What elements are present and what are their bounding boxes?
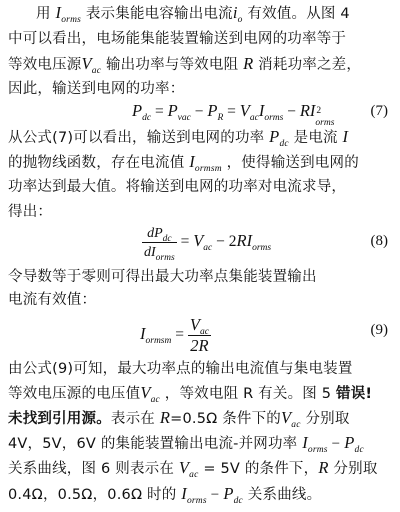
math-operator: = [171,326,188,344]
text: 分别取 [300,411,350,427]
text: 用 [36,6,56,22]
text: 4V，5V，6V 的集能装置输出电流-并网功率 [8,436,303,452]
math-symbol: I [302,433,308,452]
text: 因此，输送到电网的功率： [8,81,185,97]
math-symbol: V [193,231,204,251]
math-symbol: P [269,127,280,146]
math-symbol: V [189,315,200,334]
text: 由公式(9)可知，最大功率点的输出电流值与集电装置 [8,361,353,377]
equation-number-9: (9) [370,322,388,338]
fraction [188,315,211,356]
math-symbol: V [81,54,92,73]
paragraph-line-6 [8,153,359,174]
math-subscript: R [217,113,224,123]
math-symbol: V [140,383,151,402]
math-symbol: V [281,408,292,427]
math-subscript: orms [264,113,284,123]
text: 表示在 [110,411,160,427]
math-subscript: ormsm [145,336,172,347]
math-subscript: ac [199,327,209,337]
math-subscript: ac [91,66,102,76]
paragraph-line-5 [8,128,348,149]
equation-8 [142,224,271,261]
equation-number-8: (8) [370,233,388,249]
text: 消耗功率之差， [253,57,362,73]
text: =0.5Ω 条件下的 [170,411,282,427]
math-symbol: I [189,152,195,171]
text: 表示集能电容输出电流 [81,6,233,22]
math-operator: − [206,487,224,503]
math-symbol: P [223,484,234,503]
math-symbol: dP [147,226,163,241]
math-subscript: dc [142,113,152,123]
math-operator: = [151,103,168,120]
math-symbol: RI [236,231,253,251]
text: 等效电压源 [8,57,82,73]
math-symbol: P [167,101,178,120]
text: 等效电压源的电压值 [8,386,141,402]
reference-error-text: 错误! [336,386,373,402]
math-operator: − [190,103,208,120]
text: = 5V 的条件下， [198,461,319,477]
math-subscript: ac [189,470,199,480]
paragraph-line-13 [8,409,350,430]
math-subscript: orms [186,496,207,506]
math-operator: − [283,103,300,120]
math-subscript: orms [315,118,335,128]
text: ，等效电阻 R 有关。图 5 [159,386,337,402]
math-symbol: R [243,54,254,73]
math-symbol: P [344,433,355,452]
paragraph-line-12 [8,384,372,405]
math-superscript: 2 [316,106,322,116]
math-symbol: P [207,101,218,120]
text: 令导数等于零则可得出最大功率点集能装置输出 [8,269,317,285]
math-symbol: I [181,484,187,503]
paragraph-line-15 [8,459,378,480]
reference-error-text: 未找到引用源。 [8,411,111,427]
derivative-fraction [142,224,177,261]
paragraph-line-10 [8,291,96,309]
equation-7 [132,101,337,128]
math-symbol: I [258,101,265,120]
paragraph-line-2 [8,30,346,48]
text: 电流有效值： [8,292,97,308]
paragraph-line-11 [8,360,353,378]
text: 有效值。从图 4 [242,6,350,22]
math-symbol: I [55,3,62,22]
math-operator: = [176,233,194,251]
math-symbol: R [159,408,171,427]
math-subscript: vac [177,113,191,123]
math-symbol: P [132,101,143,120]
text: 分别取 [328,461,378,477]
paragraph-line-3 [8,55,361,76]
text: 是电流 [288,130,343,146]
equation-9 [140,315,211,356]
math-subscript: orms [61,15,82,25]
text: ，使得输送到电网的 [221,155,359,171]
math-subscript: o [237,15,243,25]
paragraph-line-8 [8,203,52,221]
math-subscript: dc [162,234,172,244]
math-symbol: R [318,458,329,477]
math-subscript: ac [203,243,213,254]
math-symbol: V [239,101,250,120]
paragraph-line-4 [8,80,184,98]
text: 中可以看出，电场能集能装置输送到电网的功率等于 [8,31,347,47]
math-operator: − 2 [212,233,237,251]
math-subscript: orms [155,253,175,263]
math-symbol: i [232,3,238,22]
math-symbol: RI [299,101,316,120]
math-subscript: dc [279,139,289,149]
math-subscript: orms [252,243,272,254]
text: 输出功率与等效电阻 [101,57,244,73]
text: 功率达到最大值。将输送到电网的功率对电流求导， [8,179,347,195]
math-operator: = [223,103,240,120]
math-subscript: ac [291,420,301,430]
paragraph-line-14 [8,434,364,455]
text: 关系曲线。 [242,487,322,503]
paragraph-line-1 [36,4,350,25]
paragraph-line-9 [8,268,317,286]
math-symbol: 2R [190,336,209,355]
math-symbol: I [342,127,349,146]
math-symbol: I [140,324,146,344]
math-subscript: dc [233,496,243,506]
math-subscript: ac [249,113,259,123]
text: 从公式(7)可以看出，输送到电网的功率 [8,130,270,146]
math-subscript: ac [150,395,160,405]
text: 得出： [8,204,53,220]
text: 的抛物线函数，存在电流值 [8,155,190,171]
equation-number-7: (7) [370,103,388,119]
math-subscript: orms [307,445,328,455]
math-subscript: ormsm [194,164,222,174]
paragraph-line-7 [8,178,346,196]
math-symbol: dI [144,245,156,260]
math-symbol: V [178,458,190,477]
text: 0.4Ω，0.5Ω，0.6Ω 时的 [8,487,182,503]
text: 关系曲线，图 6 则表示在 [8,461,179,477]
math-subscript: dc [354,445,364,455]
paragraph-line-16 [8,485,321,506]
math-operator: − [327,436,345,452]
